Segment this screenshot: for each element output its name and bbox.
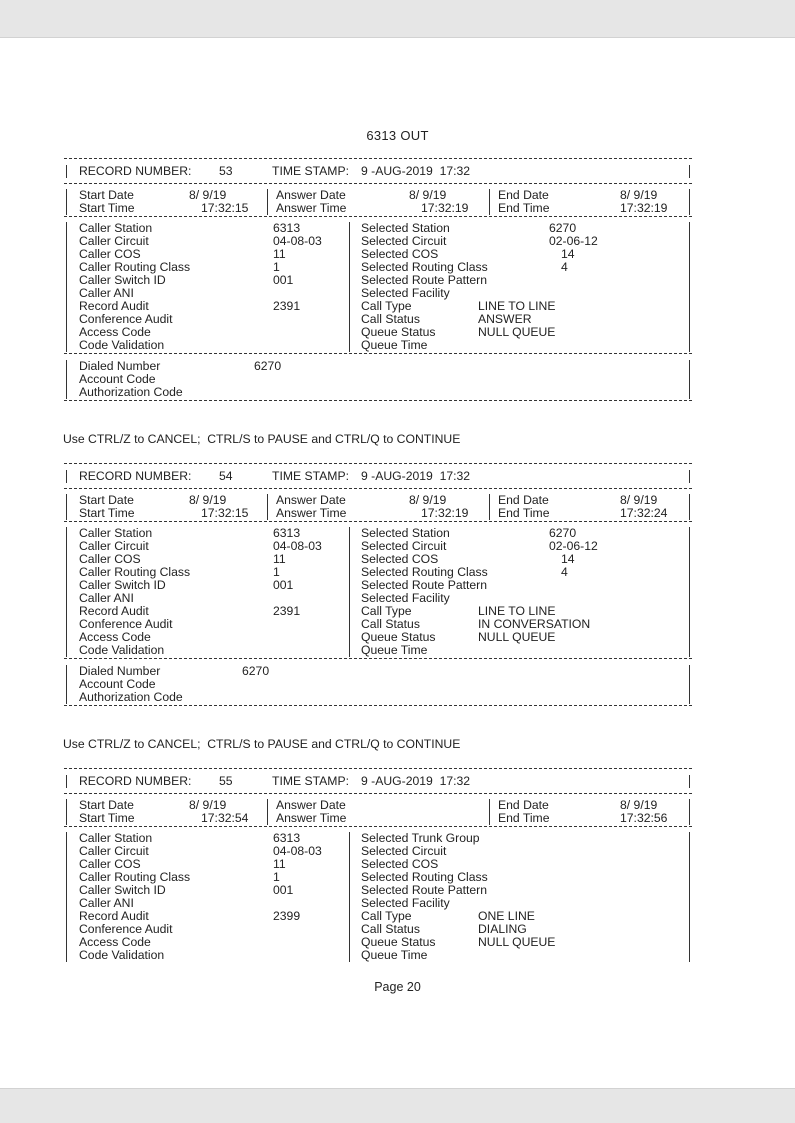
access-code-label: Access Code [79,935,151,949]
call-type-value: ONE LINE [478,909,535,923]
caller-circuit-value: 04-08-03 [273,844,322,858]
caller-cos-value: 11 [273,247,286,261]
scan-bottom-band [0,1088,795,1123]
account-code-label: Account Code [79,372,156,386]
selected-route-pattern-label: Selected Route Pattern [361,883,488,897]
call-type-label: Call Type [361,604,412,618]
time-stamp-value: 9 -AUG-2019 17:32 [361,774,471,788]
end-time-value: 17:32:24 [620,506,668,520]
caller-circuit-label: Caller Circuit [79,234,149,248]
caller-station-value: 6313 [273,221,301,235]
end-time-label: End Time [498,506,550,520]
conference-audit-label: Conference Audit [79,312,173,326]
queue-status-value: NULL QUEUE [478,630,556,644]
end-time-value: 17:32:19 [620,201,668,215]
time-stamp-label: TIME STAMP: [272,469,349,483]
record-audit-value: 2391 [273,604,301,618]
record-number-value: 54 [219,469,233,483]
selected-cos-value: 14 [561,247,575,261]
account-code-label: Account Code [79,677,156,691]
start-time-value: 17:32:15 [201,201,249,215]
queue-time-label: Queue Time [361,338,428,352]
record-audit-label: Record Audit [79,604,149,618]
selected-circuit-label: Selected Circuit [361,539,447,553]
selected-cos-label: Selected COS [361,247,439,261]
page-title: 6313 OUT [366,128,429,143]
code-validation-label: Code Validation [79,948,165,962]
end-time-label: End Time [498,201,550,215]
caller-switch-id-label: Caller Switch ID [79,578,166,592]
start-time-label: Start Time [79,201,135,215]
answer-date-label: Answer Date [276,188,346,202]
answer-date-label: Answer Date [276,493,346,507]
scan-top-band [0,0,795,38]
start-time-value: 17:32:54 [201,811,249,825]
answer-time-label: Answer Time [276,506,347,520]
end-date-label: End Date [498,188,549,202]
record-audit-label: Record Audit [79,909,149,923]
end-date-value: 8/ 9/19 [620,188,658,202]
answer-time-label: Answer Time [276,811,347,825]
caller-ani-label: Caller ANI [79,286,134,300]
caller-ani-label: Caller ANI [79,591,134,605]
code-validation-label: Code Validation [79,338,165,352]
record-number-label: RECORD NUMBER: [79,469,192,483]
conference-audit-label: Conference Audit [79,922,173,936]
caller-switch-id-value: 001 [273,578,294,592]
start-time-label: Start Time [79,811,135,825]
call-record-54 [64,463,692,706]
record-number-value: 53 [219,164,233,178]
record-number-label: RECORD NUMBER: [79,774,192,788]
answer-date-label: Answer Date [276,798,346,812]
access-code-label: Access Code [79,325,151,339]
cancel-pause-notice: Use CTRL/Z to CANCEL; CTRL/S to PAUSE and CTRL/Q to CONTINUE [63,432,461,446]
dialed-number-label: Dialed Number [79,664,161,678]
call-record-53 [64,158,692,401]
call-type-value: LINE TO LINE [478,604,556,618]
start-date-value: 8/ 9/19 [189,798,227,812]
start-date-value: 8/ 9/19 [189,188,227,202]
selected-station-value: 6270 [549,526,577,540]
selected-circuit-label: Selected Circuit [361,844,447,858]
caller-cos-label: Caller COS [79,857,141,871]
selected-circuit-value: 02-06-12 [549,539,598,553]
selected-facility-label: Selected Facility [361,286,450,300]
caller-station-label: Caller Station [79,526,153,540]
selected-circuit-label: Selected Circuit [361,234,447,248]
end-date-label: End Date [498,493,549,507]
selected-facility-label: Selected Facility [361,896,450,910]
selected-station-label: Selected Station [361,221,450,235]
selected-cos-value: 14 [561,552,575,566]
answer-time-value: 17:32:19 [421,506,469,520]
selected-circuit-value: 02-06-12 [549,234,598,248]
call-status-label: Call Status [361,922,420,936]
caller-circuit-value: 04-08-03 [273,539,322,553]
queue-status-label: Queue Status [361,325,436,339]
selected-routing-class-label: Selected Routing Class [361,260,488,274]
end-time-label: End Time [498,811,550,825]
caller-routing-class-label: Caller Routing Class [79,260,191,274]
record-audit-value: 2399 [273,909,301,923]
call-status-value: DIALING [478,922,527,936]
selected-facility-label: Selected Facility [361,591,450,605]
caller-station-label: Caller Station [79,831,153,845]
time-stamp-label: TIME STAMP: [272,164,349,178]
caller-cos-value: 11 [273,552,286,566]
page-number: Page 20 [374,980,421,994]
caller-circuit-label: Caller Circuit [79,539,149,553]
answer-date-value: 8/ 9/19 [409,188,447,202]
end-time-value: 17:32:56 [620,811,668,825]
time-stamp-value: 9 -AUG-2019 17:32 [361,164,471,178]
caller-routing-class-value: 1 [273,870,280,884]
caller-station-value: 6313 [273,831,301,845]
queue-status-value: NULL QUEUE [478,325,556,339]
record-number-value: 55 [219,774,233,788]
start-date-value: 8/ 9/19 [189,493,227,507]
caller-cos-label: Caller COS [79,552,141,566]
time-stamp-label: TIME STAMP: [272,774,349,788]
time-stamp-value: 9 -AUG-2019 17:32 [361,469,471,483]
caller-circuit-value: 04-08-03 [273,234,322,248]
caller-cos-label: Caller COS [79,247,141,261]
caller-switch-id-label: Caller Switch ID [79,883,166,897]
call-status-value: IN CONVERSATION [478,617,591,631]
selected-cos-label: Selected COS [361,857,439,871]
call-status-value: ANSWER [478,312,532,326]
answer-time-label: Answer Time [276,201,347,215]
caller-routing-class-value: 1 [273,260,280,274]
caller-routing-class-label: Caller Routing Class [79,565,191,579]
queue-time-label: Queue Time [361,643,428,657]
selected-station-label: Selected Station [361,526,450,540]
selected-route-pattern-label: Selected Route Pattern [361,578,488,592]
answer-date-value: 8/ 9/19 [409,493,447,507]
caller-station-label: Caller Station [79,221,153,235]
selected-routing-class-value: 4 [561,260,568,274]
record-audit-value: 2391 [273,299,301,313]
caller-routing-class-value: 1 [273,565,280,579]
caller-switch-id-value: 001 [273,273,294,287]
queue-time-label: Queue Time [361,948,428,962]
end-date-value: 8/ 9/19 [620,493,658,507]
start-time-label: Start Time [79,506,135,520]
call-status-label: Call Status [361,312,420,326]
record-audit-label: Record Audit [79,299,149,313]
caller-circuit-label: Caller Circuit [79,844,149,858]
start-time-value: 17:32:15 [201,506,249,520]
call-type-label: Call Type [361,909,412,923]
cancel-pause-notice: Use CTRL/Z to CANCEL; CTRL/S to PAUSE and CTRL/Q to CONTINUE [63,737,461,751]
dialed-number-label: Dialed Number [79,359,161,373]
access-code-label: Access Code [79,630,151,644]
answer-time-value: 17:32:19 [421,201,469,215]
call-type-value: LINE TO LINE [478,299,556,313]
caller-switch-id-label: Caller Switch ID [79,273,166,287]
caller-routing-class-label: Caller Routing Class [79,870,191,884]
end-date-value: 8/ 9/19 [620,798,658,812]
call-status-label: Call Status [361,617,420,631]
selected-cos-label: Selected COS [361,552,439,566]
start-date-label: Start Date [79,188,134,202]
record-number-label: RECORD NUMBER: [79,164,192,178]
authorization-code-label: Authorization Code [79,690,183,704]
selected-station-value: 6270 [549,221,577,235]
dialed-number-value: 6270 [254,359,282,373]
dialed-number-value: 6270 [242,664,270,678]
authorization-code-label: Authorization Code [79,385,183,399]
code-validation-label: Code Validation [79,643,165,657]
caller-switch-id-value: 001 [273,883,294,897]
selected-routing-class-label: Selected Routing Class [361,565,488,579]
caller-ani-label: Caller ANI [79,896,134,910]
selected-route-pattern-label: Selected Route Pattern [361,273,488,287]
start-date-label: Start Date [79,798,134,812]
caller-station-value: 6313 [273,526,301,540]
selected-routing-class-value: 4 [561,565,568,579]
selected-trunk-group-label: Selected Trunk Group [361,831,480,845]
end-date-label: End Date [498,798,549,812]
queue-status-label: Queue Status [361,630,436,644]
start-date-label: Start Date [79,493,134,507]
caller-cos-value: 11 [273,857,286,871]
conference-audit-label: Conference Audit [79,617,173,631]
queue-status-value: NULL QUEUE [478,935,556,949]
call-record-55 [64,768,692,962]
queue-status-label: Queue Status [361,935,436,949]
selected-routing-class-label: Selected Routing Class [361,870,488,884]
call-type-label: Call Type [361,299,412,313]
